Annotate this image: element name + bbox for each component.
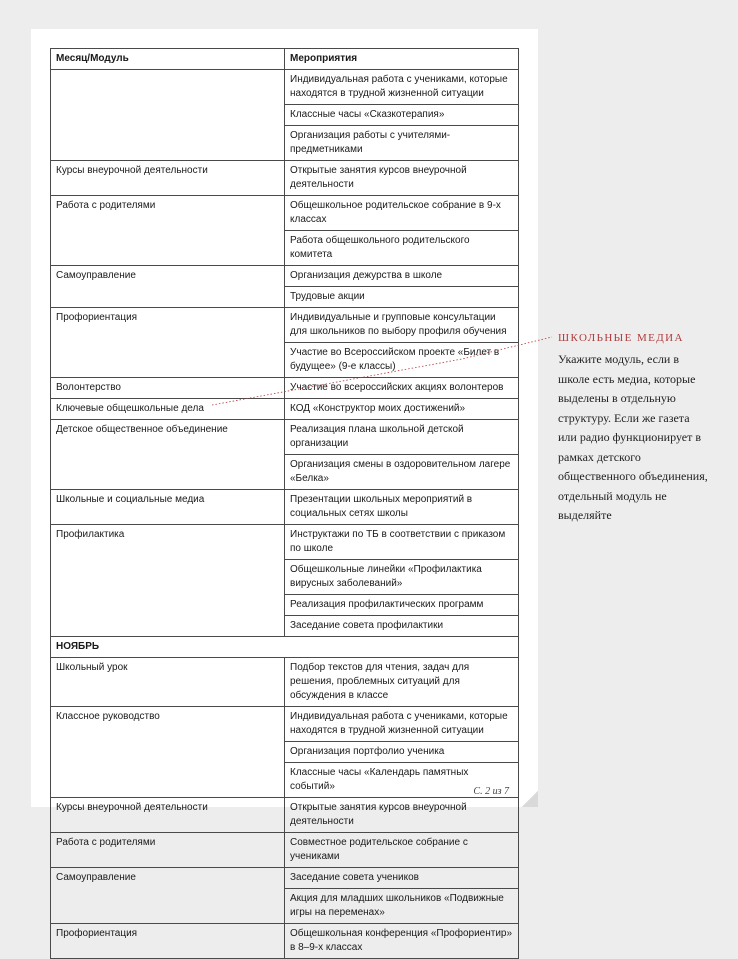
margin-note — [558, 330, 708, 526]
event-cell: Открытые занятия курсов внеурочной деятельности — [285, 798, 519, 833]
event-cell: Заседание совета учеников — [285, 868, 519, 889]
table-row — [51, 399, 519, 420]
event-cell: Трудовые акции — [285, 287, 519, 308]
header-month-module: Месяц/Модуль — [51, 49, 285, 70]
event-cell: Акция для младших школьников «Подвижные игры на переменах» — [285, 889, 519, 924]
module-cell: Профориентация — [51, 924, 285, 959]
event-cell: КОД «Конструктор моих достижений» — [285, 399, 519, 420]
event-cell: Инструктажи по ТБ в соответствии с приказом по школе — [285, 525, 519, 560]
event-cell: Подбор текстов для чтения, задач для решения, проблемных ситуаций для обсуждения в классе — [285, 658, 519, 707]
event-cell: Индивидуальные и групповые консультации для школьников по выбору профиля обучения — [285, 308, 519, 343]
module-cell: Работа с родителями — [51, 833, 285, 868]
module-cell: Ключевые общешкольные дела — [51, 399, 285, 420]
event-cell: Классные часы «Сказкотерапия» — [285, 105, 519, 126]
header-events: Мероприятия — [285, 49, 519, 70]
event-cell: Организация дежурства в школе — [285, 266, 519, 287]
event-cell: Индивидуальная работа с учениками, которые находятся в трудной жизненной ситуации — [285, 707, 519, 742]
event-cell: Совместное родительское собрание с учениками — [285, 833, 519, 868]
table-row — [51, 490, 519, 525]
table-row — [51, 658, 519, 707]
table-row — [51, 707, 519, 742]
note-title: ШКОЛЬНЫЕ МЕДИА — [558, 332, 684, 344]
event-cell: Общешкольная конференция «Профориентир» в 8–9-х классах — [285, 924, 519, 959]
module-cell: Классное руководство — [51, 707, 285, 798]
table-row — [51, 525, 519, 560]
table-body — [51, 70, 519, 959]
table-row — [51, 833, 519, 868]
module-cell: Профилактика — [51, 525, 285, 637]
table-row — [51, 266, 519, 287]
page-number: С. 2 из 7 — [473, 786, 509, 797]
plan-table — [50, 48, 519, 959]
event-cell: Участие во всероссийских акциях волонтеров — [285, 378, 519, 399]
event-cell: Заседание совета профилактики — [285, 616, 519, 637]
page-fold-corner — [522, 791, 538, 807]
event-cell: Реализация плана школьной детской организации — [285, 420, 519, 455]
module-cell: Школьные и социальные медиа — [51, 490, 285, 525]
module-cell — [51, 70, 285, 161]
table-row — [51, 924, 519, 959]
table-row — [51, 308, 519, 343]
table-row — [51, 161, 519, 196]
event-cell: Реализация профилактических программ — [285, 595, 519, 616]
table-row — [51, 378, 519, 399]
document-page — [31, 29, 538, 953]
event-cell: Работа общешкольного родительского комитета — [285, 231, 519, 266]
event-cell: Организация портфолио ученика — [285, 742, 519, 763]
event-cell: Общешкольное родительское собрание в 9-х классах — [285, 196, 519, 231]
module-cell: Самоуправление — [51, 266, 285, 308]
event-cell: Общешкольные линейки «Профилактика вирусных заболеваний» — [285, 560, 519, 595]
module-cell: Курсы внеурочной деятельности — [51, 161, 285, 196]
month-row — [51, 637, 519, 658]
event-cell: Классные часы «Календарь памятных событий» — [285, 763, 519, 798]
module-cell: Волонтерство — [51, 378, 285, 399]
event-cell: Презентации школьных мероприятий в социальных сетях школы — [285, 490, 519, 525]
event-cell: Организация работы с учителями-предметниками — [285, 126, 519, 161]
table-row — [51, 420, 519, 455]
table-row — [51, 70, 519, 105]
module-cell: Детское общественное объединение — [51, 420, 285, 490]
module-cell: Курсы внеурочной деятельности — [51, 798, 285, 833]
month-label: НОЯБРЬ — [51, 637, 519, 658]
event-cell: Индивидуальная работа с учениками, которые находятся в трудной жизненной ситуации — [285, 70, 519, 105]
table-row — [51, 798, 519, 833]
module-cell: Самоуправление — [51, 868, 285, 924]
table-row — [51, 868, 519, 889]
table-header-row — [51, 49, 519, 70]
module-cell: Профориентация — [51, 308, 285, 378]
module-cell: Школьный урок — [51, 658, 285, 707]
note-text: Укажите модуль, если в школе есть медиа, которые выделены в отдельную структуру. Если же газета или радио функционирует в рамках детского общественного объединения, отдельный модуль не выделяйте — [558, 352, 708, 522]
event-cell: Открытые занятия курсов внеурочной деятельности — [285, 161, 519, 196]
event-cell: Участие во Всероссийском проекте «Билет в будущее» (9-е классы) — [285, 343, 519, 378]
module-cell: Работа с родителями — [51, 196, 285, 266]
table-row — [51, 196, 519, 231]
event-cell: Организация смены в оздоровительном лагере «Белка» — [285, 455, 519, 490]
